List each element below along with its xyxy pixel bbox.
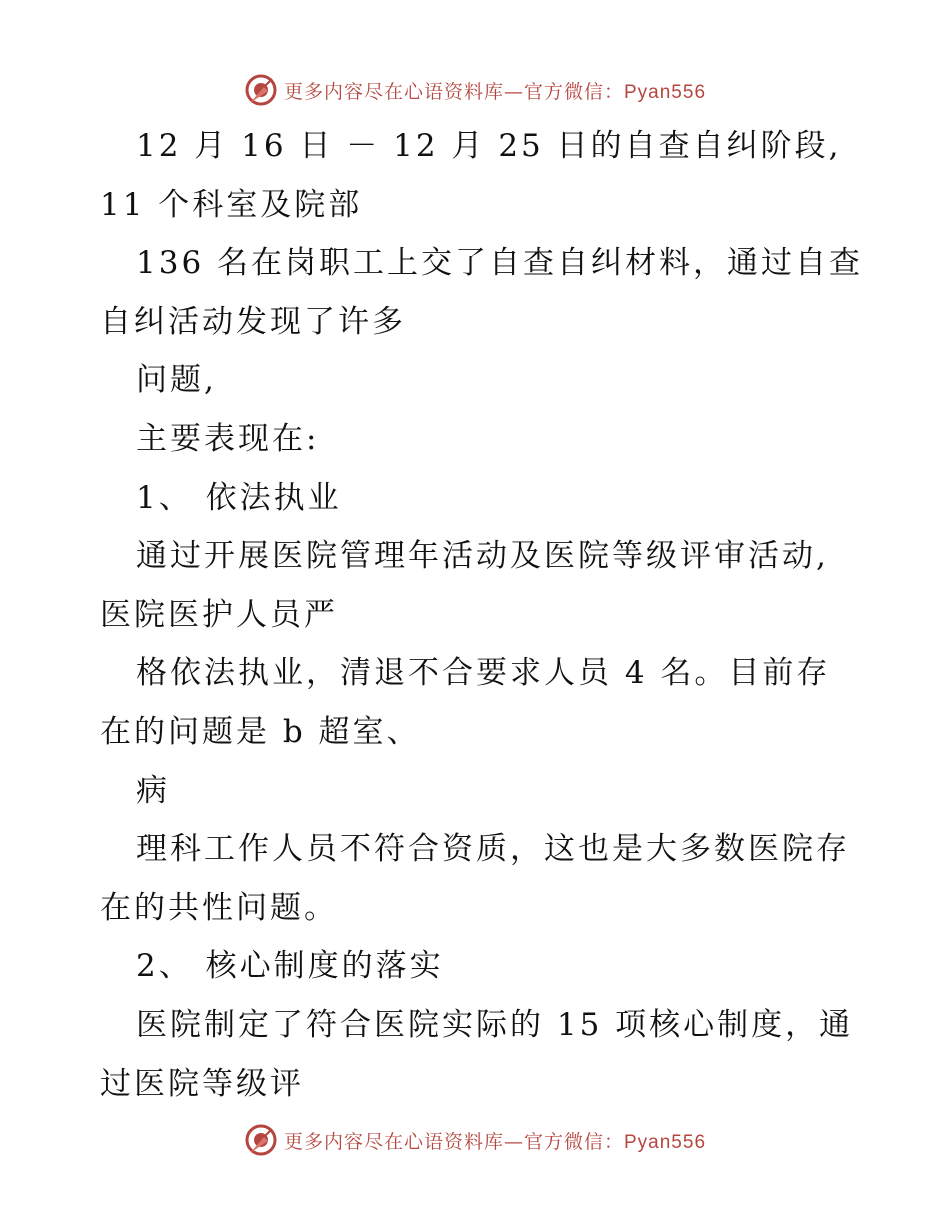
- text-line: 12 月 16 日 － 12 月 25 日的自查自纠阶段,: [136, 128, 842, 164]
- banner-wechat-id: Pyan556: [624, 81, 707, 103]
- banner-text: [284, 77, 706, 104]
- banner-text: [284, 1127, 706, 1154]
- text-line: 病: [136, 772, 170, 809]
- text-line: 格依法执业，清退不合要求人员 4 名。目前存: [136, 655, 831, 692]
- text-line: 问题,: [136, 362, 217, 399]
- document-body: [100, 117, 864, 1113]
- banner-wechat-id: Pyan556: [624, 1131, 707, 1153]
- text-line: 主要表现在:: [136, 420, 320, 457]
- banner-text-cn: 更多内容尽在心语资料库—官方微信：: [283, 1130, 624, 1153]
- text-line: 11 个科室及院部: [100, 186, 363, 223]
- text-line: 1、 依法执业: [136, 479, 342, 516]
- text-line: 医院制定了符合医院实际的 15 项核心制度，通: [136, 1006, 854, 1043]
- text-line: 在的问题是 b 超室、: [100, 713, 421, 750]
- header-banner: [0, 70, 950, 110]
- text-line: 自纠活动发现了许多: [100, 303, 406, 340]
- text-line: 通过开展医院管理年活动及医院等级评审活动,: [136, 538, 829, 575]
- text-line: 在的共性问题。: [100, 889, 338, 926]
- pen-nib-logo-icon: [244, 73, 278, 107]
- text-line: 医院医护人员严: [100, 596, 338, 633]
- footer-banner: [0, 1120, 950, 1160]
- banner-text-cn: 更多内容尽在心语资料库—官方微信：: [283, 80, 624, 103]
- text-line: 过医院等级评: [100, 1065, 304, 1102]
- pen-nib-logo-icon: [244, 1123, 278, 1157]
- text-line: 2、 核心制度的落实: [136, 948, 444, 985]
- text-line: 136 名在岗职工上交了自查自纠材料，通过自查: [136, 245, 864, 282]
- text-line: 理科工作人员不符合资质，这也是大多数医院存: [136, 831, 850, 868]
